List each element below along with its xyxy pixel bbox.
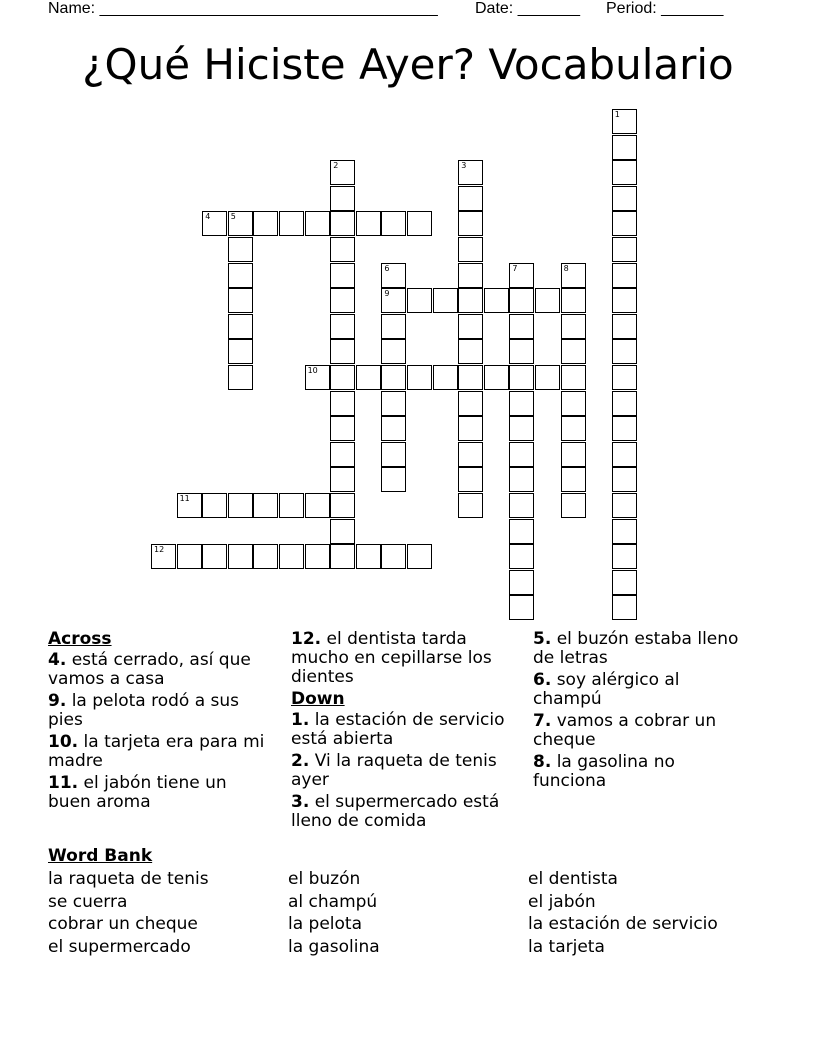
crossword-cell[interactable]	[509, 391, 534, 416]
crossword-cell[interactable]	[381, 365, 406, 390]
crossword-cell[interactable]	[561, 288, 586, 313]
word-bank-item: el dentista	[528, 869, 618, 889]
crossword-cell[interactable]	[381, 263, 406, 288]
crossword-cell[interactable]	[458, 160, 483, 185]
crossword-cell[interactable]	[561, 314, 586, 339]
crossword-cell[interactable]	[330, 186, 355, 211]
crossword-cell[interactable]	[330, 391, 355, 416]
crossword-cell[interactable]	[407, 365, 432, 390]
crossword-cell[interactable]	[458, 288, 483, 313]
clue-number: 9	[384, 289, 390, 299]
crossword-cell[interactable]	[612, 519, 637, 544]
crossword-cell[interactable]	[612, 135, 637, 160]
crossword-cell[interactable]	[612, 186, 637, 211]
crossword-cell[interactable]	[433, 365, 458, 390]
crossword-cell[interactable]	[228, 493, 253, 518]
crossword-cell[interactable]	[561, 365, 586, 390]
crossword-cell[interactable]	[228, 339, 253, 364]
crossword-cell[interactable]	[509, 544, 534, 569]
crossword-cell[interactable]	[612, 416, 637, 441]
clue-down-3: 3. el supermercado está lleno de comida	[291, 792, 500, 831]
crossword-cell[interactable]	[509, 288, 534, 313]
clue-down-1: 1. la estación de servicio está abierta	[291, 710, 505, 749]
crossword-cell[interactable]	[228, 544, 253, 569]
page-title: ¿Qué Hiciste Ayer? Vocabulario	[82, 40, 734, 89]
word-bank-item: la gasolina	[288, 936, 380, 957]
word-bank-item: al champú	[288, 891, 378, 912]
name-field: Name: ______________________________________	[48, 0, 438, 17]
crossword-cell[interactable]	[330, 467, 355, 492]
clue-down-8: 8. la gasolina no funciona	[533, 752, 675, 791]
crossword-cell[interactable]	[612, 339, 637, 364]
word-bank-item: la tarjeta	[528, 936, 605, 957]
crossword-cell[interactable]	[458, 416, 483, 441]
crossword-cell[interactable]	[612, 211, 637, 236]
clue-across-4: 4. está cerrado, así que vamos a casa	[48, 650, 251, 689]
crossword-cell[interactable]	[458, 263, 483, 288]
crossword-cell[interactable]	[381, 391, 406, 416]
crossword-cell[interactable]	[458, 391, 483, 416]
crossword-cell[interactable]	[279, 493, 304, 518]
crossword-cell[interactable]	[612, 391, 637, 416]
clue-number: 3	[461, 161, 467, 171]
clue-number: 12	[154, 545, 165, 555]
crossword-cell[interactable]	[612, 467, 637, 492]
word-bank-item: cobrar un cheque	[48, 914, 198, 934]
down-heading: Down	[291, 689, 345, 709]
crossword-cell[interactable]	[356, 544, 381, 569]
crossword-cell[interactable]	[202, 211, 227, 236]
crossword-cell[interactable]	[228, 211, 253, 236]
crossword-cell[interactable]	[509, 416, 534, 441]
crossword-cell[interactable]	[381, 467, 406, 492]
crossword-cell[interactable]	[253, 493, 278, 518]
crossword-cell[interactable]	[177, 544, 202, 569]
crossword-cell[interactable]	[458, 442, 483, 467]
crossword-cell[interactable]	[612, 442, 637, 467]
crossword-cell[interactable]	[458, 365, 483, 390]
clue-across-12: 12. el dentista tarda mucho en cepillarse los dientes	[291, 629, 492, 687]
crossword-cell[interactable]	[253, 211, 278, 236]
crossword-cell[interactable]	[407, 211, 432, 236]
crossword-cell[interactable]	[330, 519, 355, 544]
clue-down-7: 7. vamos a cobrar un cheque	[533, 711, 717, 750]
word-bank-item: el buzón	[288, 869, 361, 889]
crossword-cell[interactable]	[330, 263, 355, 288]
clue-number: 5	[230, 212, 236, 222]
crossword-cell[interactable]	[202, 544, 227, 569]
clues-column-2	[291, 630, 519, 834]
crossword-cell[interactable]	[356, 211, 381, 236]
crossword-cell[interactable]	[458, 314, 483, 339]
crossword-cell[interactable]	[177, 493, 202, 518]
crossword-cell[interactable]	[330, 288, 355, 313]
crossword-cell[interactable]	[330, 211, 355, 236]
date-field: Date: _______	[475, 0, 580, 17]
clue-number: 1	[614, 110, 620, 119]
clue-across-10: 10. la tarjeta era para mi madre	[48, 732, 265, 771]
crossword-cell[interactable]	[509, 263, 534, 288]
clue-number: 10	[307, 366, 318, 375]
crossword-cell[interactable]	[458, 237, 483, 262]
crossword-cell[interactable]	[279, 544, 304, 569]
crossword-cell[interactable]	[458, 211, 483, 236]
crossword-cell[interactable]	[330, 160, 355, 185]
crossword-cell[interactable]	[228, 237, 253, 262]
across-heading: Across	[48, 629, 112, 649]
crossword-cell[interactable]	[330, 237, 355, 262]
crossword-cell[interactable]	[458, 339, 483, 364]
crossword-cell[interactable]	[561, 339, 586, 364]
crossword-cell[interactable]	[407, 288, 432, 313]
crossword-cell[interactable]	[381, 211, 406, 236]
crossword-cell[interactable]	[561, 391, 586, 416]
crossword-cell[interactable]	[612, 544, 637, 569]
crossword-cell[interactable]	[305, 365, 330, 390]
crossword-cell[interactable]	[279, 211, 304, 236]
crossword-cell[interactable]	[330, 544, 355, 569]
word-bank-item: la estación de servicio	[528, 914, 718, 934]
crossword-cell[interactable]	[228, 263, 253, 288]
crossword-cell[interactable]	[151, 544, 176, 569]
clue-down-5: 5. el buzón estaba lleno de letras	[533, 629, 739, 668]
word-bank-item: se cuerra	[48, 891, 128, 912]
crossword-cell[interactable]	[330, 416, 355, 441]
crossword-cell[interactable]	[484, 288, 509, 313]
crossword-cell[interactable]	[509, 595, 534, 620]
crossword-cell[interactable]	[509, 493, 534, 518]
clue-across-9: 9. la pelota rodó a sus pies	[48, 691, 240, 730]
crossword-cell[interactable]	[509, 339, 534, 364]
crossword-cell[interactable]	[305, 493, 330, 518]
clue-number: 8	[563, 263, 569, 273]
crossword-cell[interactable]	[305, 211, 330, 236]
crossword-cell[interactable]	[509, 467, 534, 492]
crossword-cell[interactable]	[202, 493, 227, 518]
clues-column-3	[533, 630, 743, 794]
clue-number: 7	[512, 263, 518, 273]
crossword-cell[interactable]	[407, 544, 432, 569]
crossword-cell[interactable]	[612, 314, 637, 339]
clue-across-11: 11. el jabón tiene un buen aroma	[48, 773, 227, 812]
crossword-cell[interactable]	[612, 160, 637, 185]
crossword-cell[interactable]	[612, 595, 637, 620]
word-bank-item: el jabón	[528, 891, 596, 912]
crossword-cell[interactable]	[509, 365, 534, 390]
crossword-cell[interactable]	[381, 442, 406, 467]
clues-column-1	[48, 630, 273, 815]
clue-number: 6	[384, 263, 390, 273]
period-field: Period: _______	[606, 0, 724, 17]
crossword-cell[interactable]	[228, 288, 253, 313]
crossword-cell[interactable]	[330, 493, 355, 518]
crossword-cell[interactable]	[612, 570, 637, 595]
crossword-cell[interactable]	[612, 365, 637, 390]
crossword-cell[interactable]	[458, 493, 483, 518]
clue-down-2: 2. Vi la raqueta de tenis ayer	[291, 751, 497, 790]
crossword-cell[interactable]	[381, 288, 406, 313]
crossword-cell[interactable]	[561, 263, 586, 288]
word-bank-heading: Word Bank	[48, 846, 153, 866]
crossword-cell[interactable]	[381, 314, 406, 339]
crossword-cell[interactable]	[228, 365, 253, 390]
crossword-cell[interactable]	[561, 467, 586, 492]
crossword-cell[interactable]	[535, 288, 560, 313]
crossword-cell[interactable]	[612, 288, 637, 313]
crossword-cell[interactable]	[253, 544, 278, 569]
clue-number: 11	[179, 494, 190, 503]
crossword-cell[interactable]	[484, 365, 509, 390]
crossword-cell[interactable]	[561, 442, 586, 467]
clue-number: 2	[333, 161, 339, 171]
crossword-cell[interactable]	[509, 442, 534, 467]
crossword-cell[interactable]	[330, 442, 355, 467]
crossword-cell[interactable]	[458, 186, 483, 211]
crossword-cell[interactable]	[381, 339, 406, 364]
crossword-cell[interactable]	[330, 365, 355, 390]
crossword-cell[interactable]	[330, 314, 355, 339]
crossword-cell[interactable]	[509, 314, 534, 339]
crossword-cell[interactable]	[458, 467, 483, 492]
crossword-cell[interactable]	[228, 314, 253, 339]
crossword-cell[interactable]	[612, 493, 637, 518]
crossword-cell[interactable]	[509, 519, 534, 544]
word-bank-column-2	[288, 868, 380, 958]
clue-down-6: 6. soy alérgico al champú	[533, 670, 680, 709]
crossword-cell[interactable]	[561, 493, 586, 518]
word-bank-item: la raqueta de tenis	[48, 869, 209, 889]
word-bank-column-3	[528, 868, 718, 958]
crossword-cell[interactable]	[381, 544, 406, 569]
crossword-cell[interactable]	[356, 365, 381, 390]
crossword-cell[interactable]	[561, 416, 586, 441]
crossword-cell[interactable]	[433, 288, 458, 313]
crossword-cell[interactable]	[305, 544, 330, 569]
word-bank-item: el supermercado	[48, 936, 191, 957]
crossword-cell[interactable]	[509, 570, 534, 595]
crossword-cell[interactable]	[612, 109, 637, 134]
crossword-cell[interactable]	[330, 339, 355, 364]
clue-number: 4	[205, 212, 211, 222]
crossword-cell[interactable]	[612, 263, 637, 288]
crossword-cell[interactable]	[612, 237, 637, 262]
crossword-cell[interactable]	[535, 365, 560, 390]
word-bank-item: la pelota	[288, 914, 363, 934]
crossword-cell[interactable]	[381, 416, 406, 441]
word-bank-column-1	[48, 868, 209, 958]
